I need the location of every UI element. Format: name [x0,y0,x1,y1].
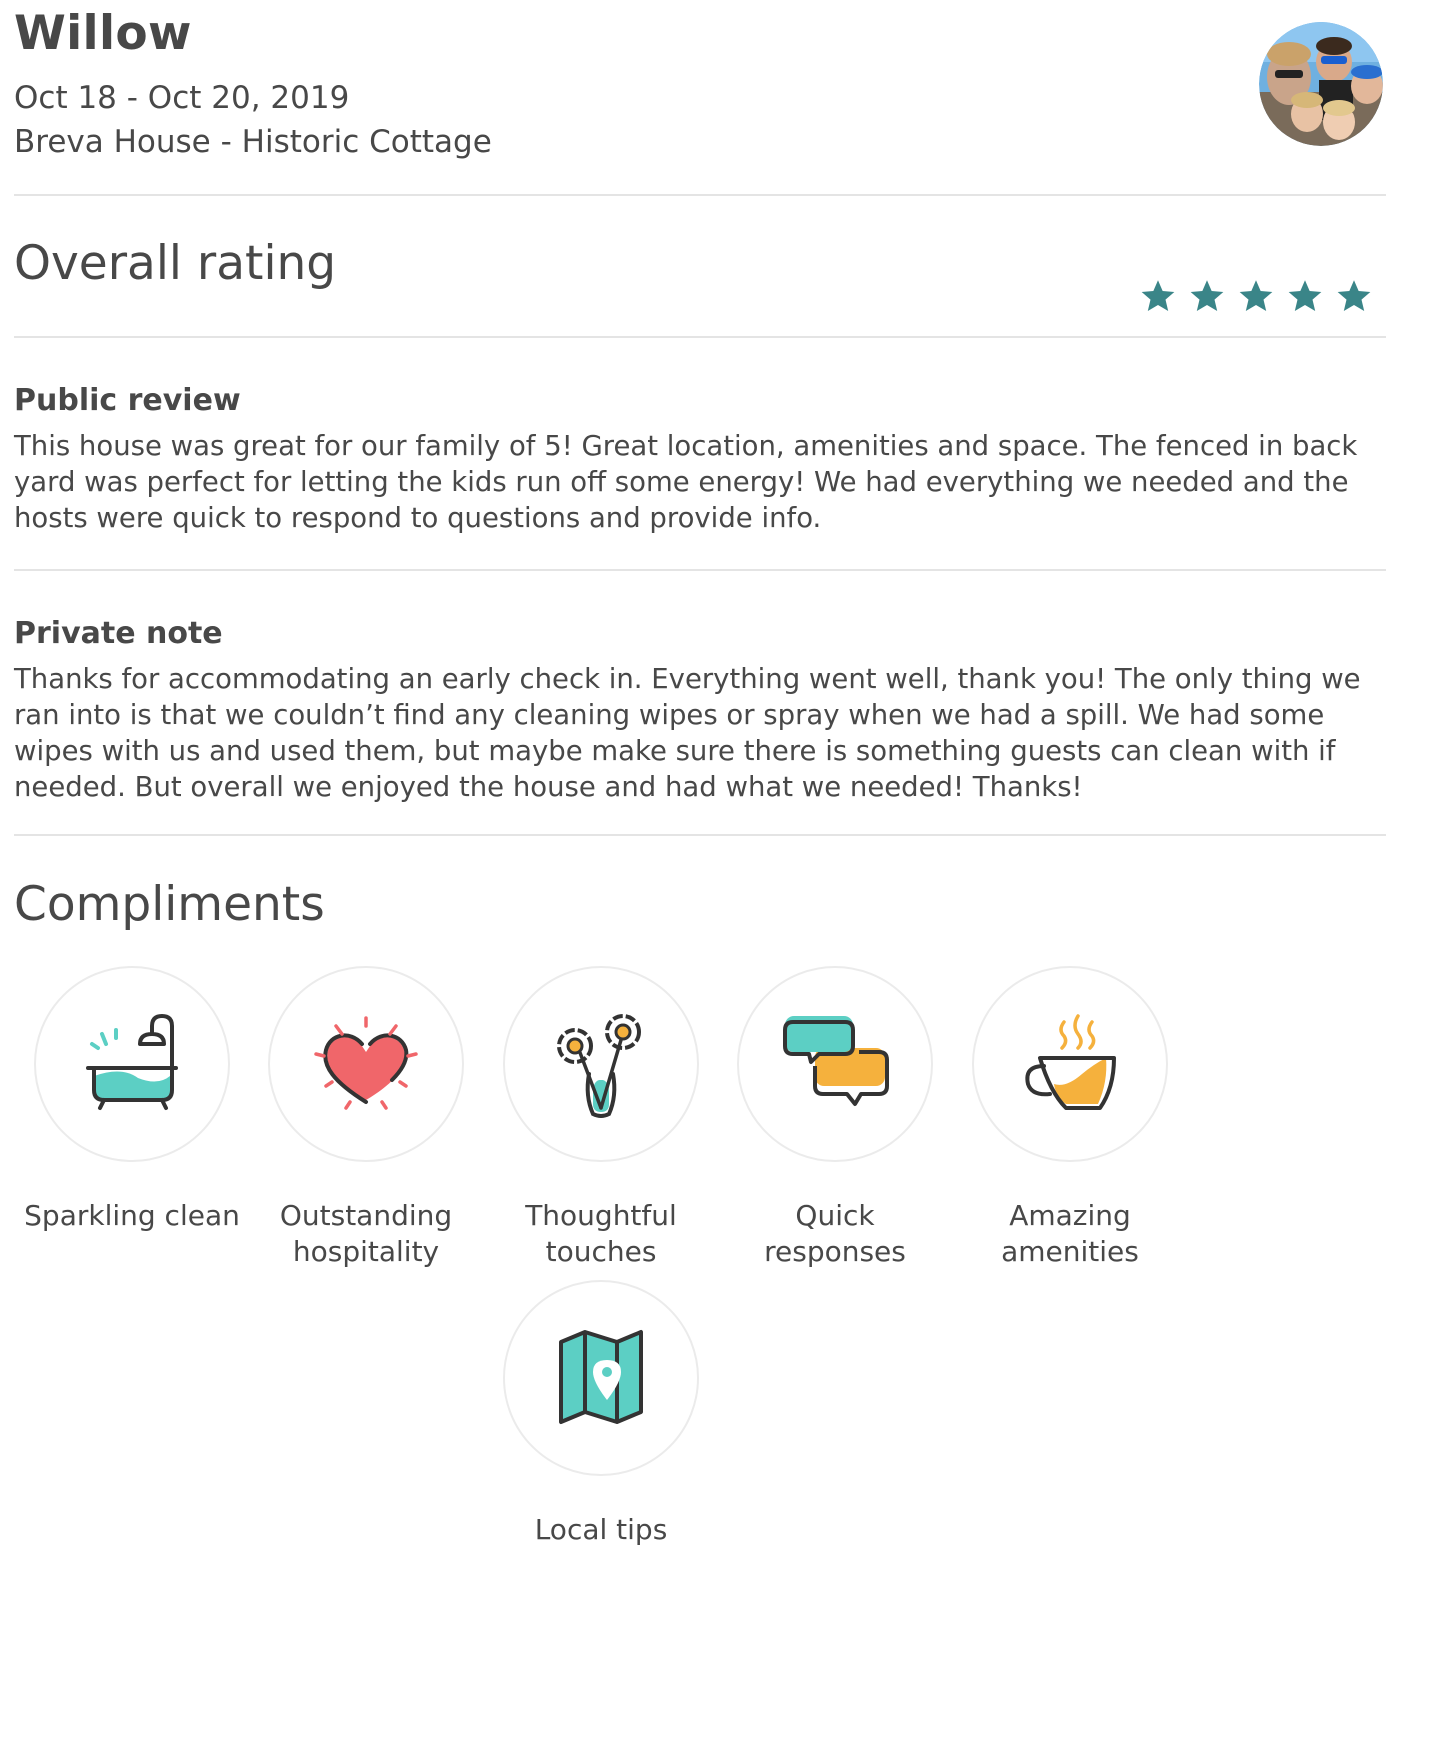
compliment-label [12,1198,252,1234]
star-rating [1140,278,1372,314]
compliment-label-line2: hospitality [292,1235,440,1268]
divider [14,336,1386,338]
compliment-badge [972,966,1168,1162]
compliment-label-line2: responses [764,1235,906,1268]
chat-bubbles-icon [775,1004,895,1124]
compliment-label [481,1512,721,1548]
star-icon [1238,278,1274,314]
compliment-badge [737,966,933,1162]
stay-dates: Oct 18 - Oct 20, 2019 [14,80,350,116]
compliment-label [950,1198,1190,1270]
private-note-text: Thanks for accommodating an early check in. Everything went well, thank you! The only thing we ran into is that we couldn’t find any cleaning wipes or spray when we had a spill. We had some wipes with us and used them, but maybe make sure there is something guests can clean with if needed. But overall we enjoyed the house and had what we needed! Thanks! [14,663,1361,803]
heart-icon [306,1004,426,1124]
compliment-label-line1: Thoughtful [525,1199,677,1232]
compliment-label-line1: Quick [795,1199,875,1232]
star-icon [1287,278,1323,314]
compliment-amazing-amenities[interactable] [950,966,1190,1270]
compliment-sparkling-clean[interactable] [12,966,252,1234]
listing-name[interactable]: Breva House - Historic Cottage [14,124,492,160]
guest-name: Willow [14,6,192,61]
star-icon [1336,278,1372,314]
public-review-text: This house was great for our family of 5! Great location, amenities and space. The fenced in back yard was perfect for letting the kids run off some energy! We had everything we needed and the hosts were quick to respond to questions and provide info. [14,430,1358,534]
compliment-label-line1: Amazing [1009,1199,1131,1232]
overall-rating-title: Overall rating [14,236,337,291]
compliment-badge [268,966,464,1162]
compliment-label-line2: touches [545,1235,657,1268]
star-icon [1140,278,1176,314]
compliment-thoughtful-touches[interactable] [481,966,721,1270]
compliment-label-line1: Sparkling clean [24,1199,240,1232]
compliment-label [481,1198,721,1270]
compliment-outstanding-hospitality[interactable] [246,966,486,1270]
public-review-title: Public review [14,383,241,418]
star-icon [1189,278,1225,314]
guest-avatar[interactable] [1259,22,1383,146]
compliment-label-line2: amenities [1001,1235,1139,1268]
coffee-cup-icon [1010,1004,1130,1124]
divider [14,194,1386,196]
flowers-vase-icon [541,1004,661,1124]
compliment-local-tips[interactable] [481,1280,721,1548]
map-pin-icon [541,1318,661,1438]
compliment-label-line1: Outstanding [279,1199,453,1232]
divider [14,569,1386,571]
compliment-quick-responses[interactable] [715,966,955,1270]
compliment-label [246,1198,486,1270]
bathtub-icon [72,1004,192,1124]
compliment-badge [34,966,230,1162]
private-note-title: Private note [14,616,223,651]
compliment-badge [503,1280,699,1476]
compliment-label-line1: Local tips [534,1513,668,1546]
compliment-badge [503,966,699,1162]
divider [14,834,1386,836]
compliments-title: Compliments [14,877,325,932]
compliment-label [715,1198,955,1270]
